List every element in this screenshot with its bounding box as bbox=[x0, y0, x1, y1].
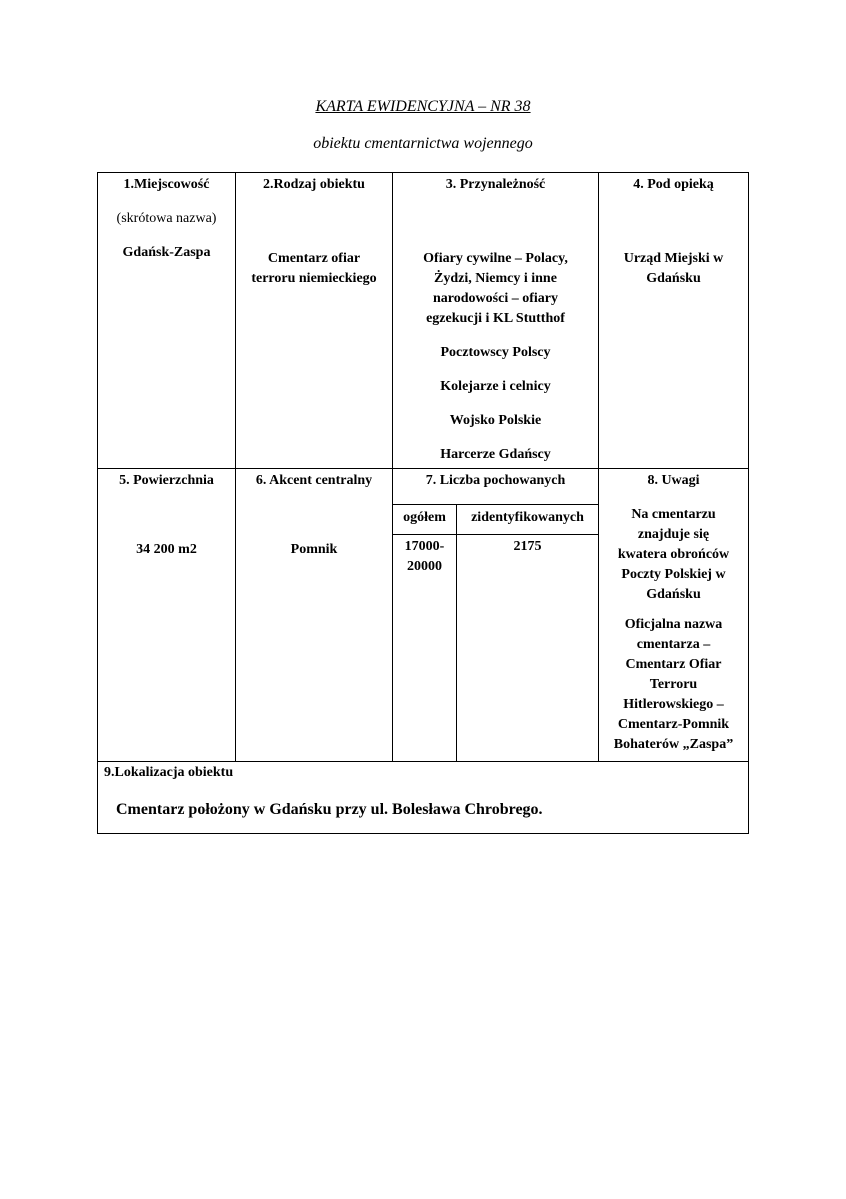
remarks-line: Oficjalna nazwa bbox=[624, 617, 723, 632]
affiliation-item: Pocztowscy Polscy bbox=[440, 345, 551, 360]
cell-locality bbox=[98, 173, 236, 469]
affiliation-item: Harcerze Gdańscy bbox=[440, 447, 551, 462]
cell-area bbox=[98, 469, 236, 762]
locality-value: Gdańsk-Zaspa bbox=[122, 245, 211, 260]
affiliation-item: Kolejarze i celnicy bbox=[440, 379, 551, 394]
identified-header: zidentyfikowanych bbox=[471, 510, 584, 525]
buried-count-header: 7. Liczba pochowanych bbox=[425, 473, 566, 488]
custodian-header: 4. Pod opieką bbox=[633, 177, 714, 192]
location-value: Cmentarz położony w Gdańsku przy ul. Bolesława Chrobrego. bbox=[116, 801, 543, 818]
affiliation-line: Ofiary cywilne – Polacy, bbox=[423, 251, 568, 266]
central-accent-value: Pomnik bbox=[290, 542, 338, 557]
affiliation-header: 3. Przynależność bbox=[445, 177, 546, 192]
object-type-value-line: terroru niemieckiego bbox=[251, 271, 377, 286]
locality-note: (skrótowa nazwa) bbox=[116, 211, 217, 226]
card-subtitle: obiektu cmentarnictwa wojennego bbox=[313, 135, 533, 152]
cell-identified-header bbox=[457, 505, 599, 535]
custodian-line: Urząd Miejski w bbox=[623, 251, 724, 266]
location-header: 9.Lokalizacja obiektu bbox=[104, 765, 234, 780]
cell-total-header bbox=[393, 505, 457, 535]
remarks-line: kwatera obrońców bbox=[617, 547, 730, 562]
remarks-line: Hitlerowskiego – bbox=[623, 697, 724, 712]
affiliation-line: egzekucji i KL Stutthof bbox=[426, 311, 565, 326]
total-value-line: 17000- bbox=[404, 539, 445, 554]
total-header: ogółem bbox=[403, 510, 446, 525]
cell-buried-count bbox=[393, 469, 599, 505]
table-row bbox=[98, 469, 749, 505]
card-title: KARTA EWIDENCYJNA – NR 38 bbox=[315, 98, 531, 115]
identified-value: 2175 bbox=[513, 539, 542, 554]
affiliation-line: narodowości – ofiary bbox=[433, 291, 558, 306]
remarks-line: Cmentarz-Pomnik bbox=[617, 717, 730, 732]
remarks-line: Bohaterów „Zaspa” bbox=[613, 737, 734, 752]
total-value-line: 20000 bbox=[407, 559, 442, 574]
remarks-line: Gdańsku bbox=[646, 587, 701, 602]
table-row bbox=[98, 173, 749, 469]
table-row bbox=[98, 762, 749, 834]
remarks-line: cmentarza – bbox=[636, 637, 711, 652]
central-accent-header: 6. Akcent centralny bbox=[255, 473, 373, 488]
cell-location bbox=[98, 762, 749, 834]
area-value: 34 200 m2 bbox=[136, 542, 197, 557]
remarks-line: Cmentarz Ofiar bbox=[625, 657, 722, 672]
object-type-header: 2.Rodzaj obiektu bbox=[263, 177, 365, 192]
custodian-line: Gdańsku bbox=[646, 271, 701, 286]
remarks-line: znajduje się bbox=[637, 527, 710, 542]
cell-affiliation bbox=[393, 173, 599, 469]
remarks-header: 8. Uwagi bbox=[647, 473, 700, 488]
cell-custodian bbox=[599, 173, 749, 469]
cell-remarks bbox=[599, 469, 749, 762]
remarks-line: Na cmentarzu bbox=[631, 507, 716, 522]
object-type-value-line: Cmentarz ofiar bbox=[267, 251, 361, 266]
locality-header: 1.Miejscowość bbox=[123, 177, 210, 192]
cell-object-type bbox=[236, 173, 393, 469]
cell-identified-value bbox=[457, 535, 599, 762]
area-header: 5. Powierzchnia bbox=[119, 473, 214, 488]
record-table bbox=[97, 172, 749, 834]
remarks-line: Poczty Polskiej w bbox=[621, 567, 726, 582]
affiliation-line: Żydzi, Niemcy i inne bbox=[434, 271, 557, 286]
remarks-line: Terroru bbox=[649, 677, 698, 692]
cell-total-value bbox=[393, 535, 457, 762]
affiliation-item: Wojsko Polskie bbox=[449, 413, 542, 428]
cell-central-accent bbox=[236, 469, 393, 762]
